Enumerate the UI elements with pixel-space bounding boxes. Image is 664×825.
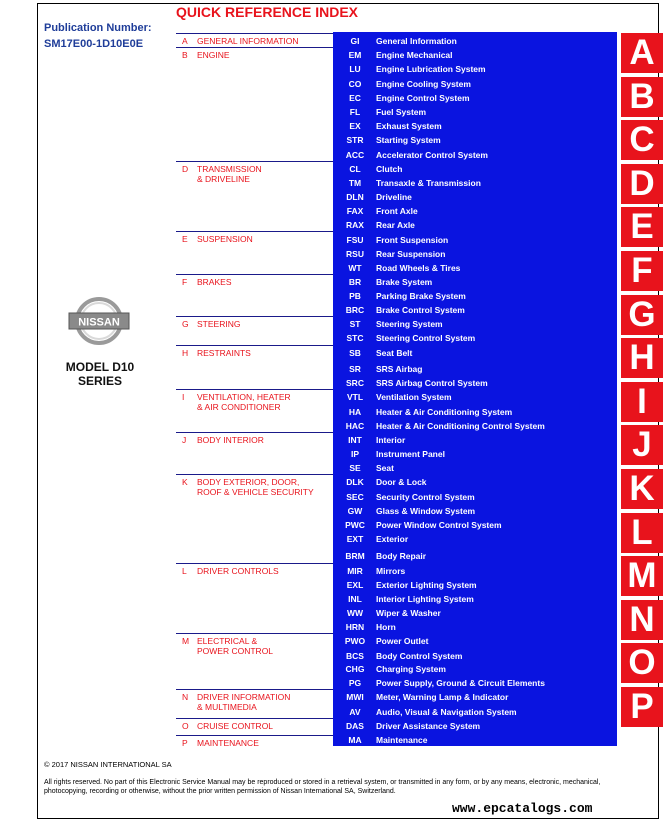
- section-divider: [176, 33, 333, 34]
- section-divider: [176, 474, 333, 475]
- item-code[interactable]: EXL: [346, 580, 364, 590]
- copyright-text: © 2017 NISSAN INTERNATIONAL SA: [44, 760, 172, 769]
- item-code[interactable]: FL: [349, 107, 361, 117]
- item-code[interactable]: SRC: [346, 378, 364, 388]
- section-divider: [176, 345, 333, 346]
- tab-e[interactable]: E: [621, 207, 663, 247]
- tab-i[interactable]: I: [621, 382, 663, 422]
- item-code[interactable]: MIR: [347, 566, 363, 576]
- item-code[interactable]: VTL: [346, 392, 364, 402]
- item-name[interactable]: Power Outlet: [376, 636, 429, 646]
- item-name[interactable]: Power Supply, Ground & Circuit Elements: [376, 678, 545, 688]
- item-name[interactable]: Steering Control System: [376, 333, 476, 343]
- item-code[interactable]: GI: [350, 36, 360, 46]
- item-name[interactable]: Rear Axle: [376, 220, 415, 230]
- item-name[interactable]: Instrument Panel: [376, 449, 445, 459]
- item-name[interactable]: SRS Airbag Control System: [376, 378, 488, 388]
- item-code[interactable]: BCS: [346, 651, 364, 661]
- item-name[interactable]: Engine Mechanical: [376, 50, 453, 60]
- section-letter: E: [182, 234, 188, 244]
- item-name[interactable]: Mirrors: [376, 566, 406, 576]
- item-name[interactable]: SRS Airbag: [376, 364, 423, 374]
- item-name[interactable]: Engine Control System: [376, 93, 470, 103]
- item-name[interactable]: Driveline: [376, 192, 412, 202]
- section-letter: A: [182, 36, 188, 46]
- section-name[interactable]: BODY INTERIOR: [197, 435, 264, 445]
- item-name[interactable]: Driver Assistance System: [376, 721, 481, 731]
- tab-j[interactable]: J: [621, 425, 663, 465]
- item-name[interactable]: Wiper & Washer: [376, 608, 441, 618]
- section-divider: [176, 161, 333, 162]
- item-code[interactable]: DAS: [346, 721, 364, 731]
- item-name[interactable]: Body Control System: [376, 651, 463, 661]
- item-name[interactable]: Engine Cooling System: [376, 79, 471, 89]
- section-divider: [176, 689, 333, 690]
- tab-h[interactable]: H: [621, 338, 663, 378]
- section-letter: K: [182, 477, 188, 487]
- item-code[interactable]: GW: [347, 506, 363, 516]
- item-code[interactable]: STR: [346, 135, 364, 145]
- section-letter: L: [182, 566, 187, 576]
- tab-c[interactable]: C: [621, 120, 663, 160]
- section-letter: F: [182, 277, 188, 287]
- section-letter: B: [182, 50, 188, 60]
- model-line1: MODEL D10: [65, 360, 135, 374]
- item-name[interactable]: Ventilation System: [376, 392, 452, 402]
- item-name[interactable]: Door & Lock: [376, 477, 427, 487]
- item-name[interactable]: Front Suspension: [376, 235, 449, 245]
- tab-m[interactable]: M: [621, 556, 663, 596]
- nissan-logo-icon: [68, 296, 130, 346]
- item-code[interactable]: WT: [348, 263, 362, 273]
- item-code[interactable]: IP: [350, 449, 360, 459]
- section-letter: J: [182, 435, 187, 445]
- item-code[interactable]: FAX: [346, 206, 364, 216]
- item-name[interactable]: Exhaust System: [376, 121, 442, 131]
- section-letter: P: [182, 738, 188, 748]
- section-divider: [176, 735, 333, 736]
- item-name[interactable]: Clutch: [376, 164, 403, 174]
- section-name[interactable]: CRUISE CONTROL: [197, 721, 274, 731]
- logo-text: NISSAN: [78, 316, 120, 329]
- section-letter: G: [182, 319, 189, 329]
- item-code[interactable]: PB: [349, 291, 361, 301]
- item-code[interactable]: EXT: [346, 534, 364, 544]
- item-name[interactable]: Power Window Control System: [376, 520, 502, 530]
- section-name[interactable]: GENERAL INFORMATION: [197, 36, 299, 46]
- item-code[interactable]: PWC: [345, 520, 365, 530]
- section-name[interactable]: SUSPENSION: [197, 234, 253, 244]
- tab-d[interactable]: D: [621, 164, 663, 204]
- item-name[interactable]: Security Control System: [376, 492, 475, 502]
- section-letter: H: [182, 348, 189, 358]
- item-code[interactable]: SEC: [346, 492, 364, 502]
- item-name[interactable]: Engine Lubrication System: [376, 64, 486, 74]
- model-label: [44, 360, 156, 388]
- item-code[interactable]: INL: [348, 594, 362, 604]
- item-code[interactable]: CHG: [345, 664, 365, 674]
- item-code[interactable]: DLK: [346, 477, 364, 487]
- item-code[interactable]: SB: [349, 348, 361, 358]
- item-code[interactable]: PWO: [344, 636, 366, 646]
- item-code[interactable]: MA: [348, 735, 362, 745]
- section-divider: [176, 231, 333, 232]
- item-code[interactable]: MWI: [346, 692, 364, 702]
- item-code[interactable]: AV: [349, 707, 361, 717]
- item-name[interactable]: Accelerator Control System: [376, 150, 488, 160]
- tab-a[interactable]: A: [621, 33, 663, 73]
- item-code[interactable]: FSU: [346, 235, 364, 245]
- item-code[interactable]: ACC: [345, 150, 365, 160]
- item-code[interactable]: LU: [349, 64, 361, 74]
- section-letter: I: [182, 392, 185, 402]
- item-name[interactable]: Seat Belt: [376, 348, 413, 358]
- section-letter: N: [182, 692, 189, 702]
- item-name[interactable]: General Information: [376, 36, 457, 46]
- item-name[interactable]: Heater & Air Conditioning Control System: [376, 421, 545, 431]
- item-name[interactable]: Road Wheels & Tires: [376, 263, 461, 273]
- section-name[interactable]: DRIVER INFORMATION & MULTIMEDIA: [197, 692, 291, 712]
- item-name[interactable]: Body Repair: [376, 551, 427, 561]
- section-letter: D: [182, 164, 189, 174]
- section-name[interactable]: RESTRAINTS: [197, 348, 251, 358]
- item-code[interactable]: EX: [349, 121, 361, 131]
- rights-text: All rights reserved. No part of this Electronic Service Manual may be reproduced or stored in a retrieval system, or transmitted in any form, or by any means, electronic, mechanical, photocopying, recording or otherwise, without the prior written permission of Nissan International SA, Switzerland.: [44, 779, 601, 795]
- tab-f[interactable]: F: [621, 251, 663, 291]
- item-code[interactable]: SE: [349, 463, 361, 473]
- item-name[interactable]: Parking Brake System: [376, 291, 466, 301]
- section-divider: [176, 274, 333, 275]
- item-name[interactable]: Seat: [376, 463, 394, 473]
- tab-l[interactable]: L: [621, 513, 663, 553]
- item-name[interactable]: Brake System: [376, 277, 433, 287]
- section-name[interactable]: MAINTENANCE: [197, 738, 259, 748]
- item-name[interactable]: Brake Control System: [376, 305, 465, 315]
- section-divider: [176, 633, 333, 634]
- section-divider: [176, 432, 333, 433]
- section-divider: [176, 563, 333, 564]
- item-code[interactable]: TM: [348, 178, 362, 188]
- item-code[interactable]: RAX: [346, 220, 364, 230]
- section-name[interactable]: STEERING: [197, 319, 241, 329]
- section-name[interactable]: TRANSMISSION & DRIVELINE: [197, 164, 262, 184]
- section-divider: [176, 718, 333, 719]
- tab-p[interactable]: P: [621, 687, 663, 727]
- item-name[interactable]: Starting System: [376, 135, 441, 145]
- section-name[interactable]: ENGINE: [197, 50, 230, 60]
- item-code[interactable]: HRN: [345, 622, 365, 632]
- item-code[interactable]: HAC: [345, 421, 365, 431]
- item-name[interactable]: Audio, Visual & Navigation System: [376, 707, 517, 717]
- item-code[interactable]: ST: [349, 319, 361, 329]
- section-name[interactable]: BODY EXTERIOR, DOOR, ROOF & VEHICLE SECURITY: [197, 477, 314, 497]
- page-title: QUICK REFERENCE INDEX: [176, 4, 359, 20]
- watermark-text: www.epcatalogs.com: [452, 801, 593, 816]
- section-letter: M: [182, 636, 190, 646]
- item-name[interactable]: Steering System: [376, 319, 443, 329]
- item-name[interactable]: Glass & Window System: [376, 506, 476, 516]
- item-code[interactable]: WW: [346, 608, 364, 618]
- section-name[interactable]: DRIVER CONTROLS: [197, 566, 279, 576]
- publication-label: Publication Number:: [44, 22, 152, 34]
- item-name[interactable]: Fuel System: [376, 107, 427, 117]
- item-code[interactable]: PG: [348, 678, 362, 688]
- item-code[interactable]: CL: [349, 164, 361, 174]
- section-name[interactable]: VENTILATION, HEATER & AIR CONDITIONER: [197, 392, 291, 412]
- section-divider: [176, 47, 333, 48]
- item-name[interactable]: Charging System: [376, 664, 446, 674]
- item-name[interactable]: Exterior: [376, 534, 409, 544]
- tab-o[interactable]: O: [621, 643, 663, 683]
- item-code[interactable]: BR: [348, 277, 362, 287]
- item-code[interactable]: BRC: [345, 305, 365, 315]
- section-divider: [176, 316, 333, 317]
- item-name[interactable]: Interior Lighting System: [376, 594, 474, 604]
- item-name[interactable]: Exterior Lighting System: [376, 580, 477, 590]
- item-name[interactable]: Front Axle: [376, 206, 418, 216]
- section-divider: [176, 389, 333, 390]
- section-name[interactable]: BRAKES: [197, 277, 232, 287]
- item-name[interactable]: Heater & Air Conditioning System: [376, 407, 513, 417]
- item-name[interactable]: Maintenance: [376, 735, 428, 745]
- section-letter: O: [182, 721, 189, 731]
- item-code[interactable]: STC: [346, 333, 364, 343]
- item-code[interactable]: EC: [349, 93, 361, 103]
- item-code[interactable]: INT: [348, 435, 362, 445]
- tab-b[interactable]: B: [621, 77, 663, 117]
- item-code[interactable]: RSU: [346, 249, 364, 259]
- item-code[interactable]: DLN: [346, 192, 364, 202]
- tab-g[interactable]: G: [621, 295, 663, 335]
- item-code[interactable]: EM: [348, 50, 362, 60]
- item-code[interactable]: SR: [349, 364, 361, 374]
- publication-number: SM17E00-1D10E0E: [44, 38, 144, 50]
- item-code[interactable]: HA: [348, 407, 362, 417]
- model-line2: SERIES: [77, 374, 122, 388]
- item-code[interactable]: CO: [348, 79, 362, 89]
- item-name[interactable]: Horn: [376, 622, 396, 632]
- tab-n[interactable]: N: [621, 600, 663, 640]
- item-name[interactable]: Transaxle & Transmission: [376, 178, 481, 188]
- tab-k[interactable]: K: [621, 469, 663, 509]
- item-name[interactable]: Rear Suspension: [376, 249, 446, 259]
- item-code[interactable]: BRM: [345, 551, 365, 561]
- item-name[interactable]: Meter, Warning Lamp & Indicator: [376, 692, 509, 702]
- section-name[interactable]: ELECTRICAL & POWER CONTROL: [197, 636, 274, 656]
- item-name[interactable]: Interior: [376, 435, 406, 445]
